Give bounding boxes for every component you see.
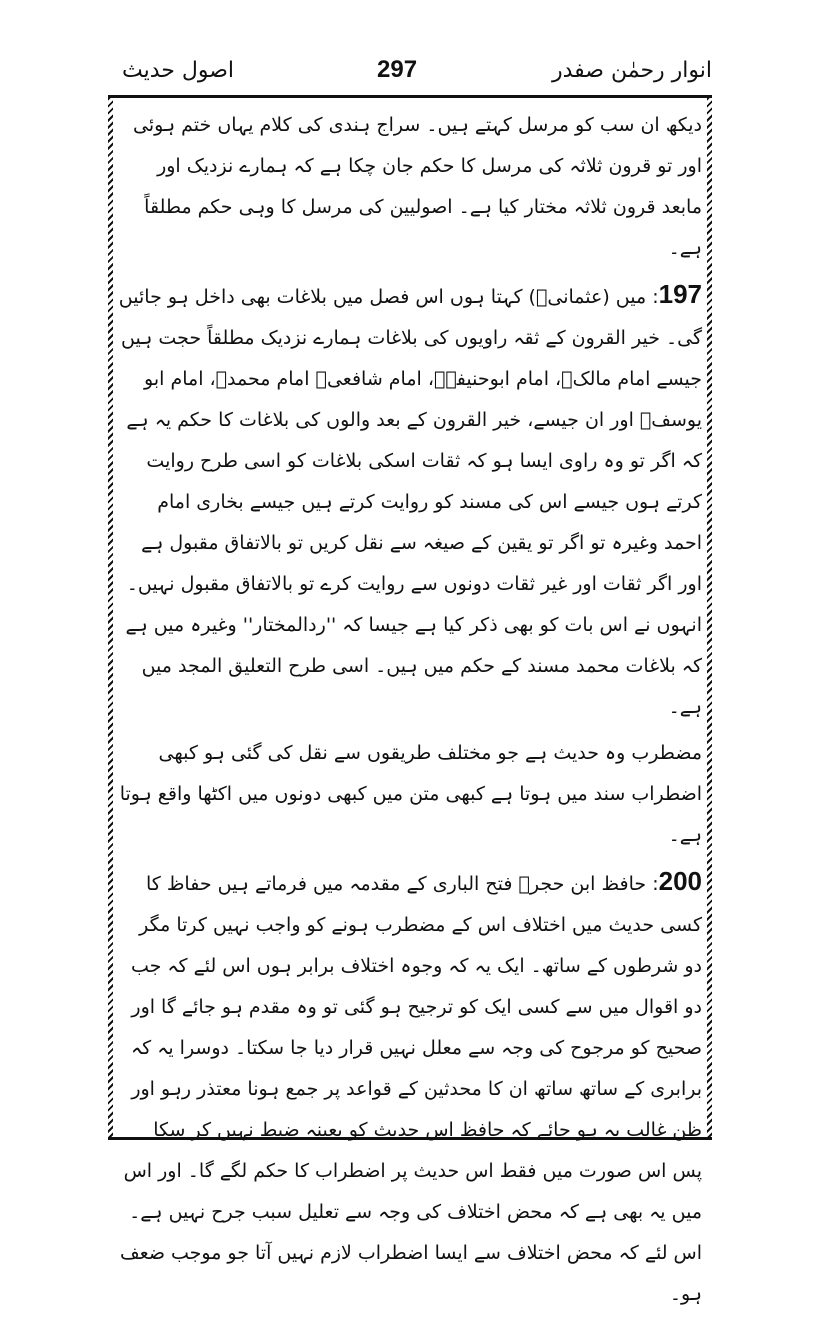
paragraph-number: 197 [658,279,702,309]
paragraph [118,733,702,856]
paragraph [118,861,702,1315]
paragraph [118,274,702,728]
paragraph-text: دیکھ ان سب کو مرسل کہتے ہیں۔ سراج ہندی کی کلام یہاں ختم ہوئی اور تو قرون ثلاثہ کی مرسل کا حکم جان چکا ہے کہ ہمارے نزدیک اور مابعد قرون ثلاثہ مختار کیا ہے۔ اصولیین کی مرسل کا وہی حکم مطلقاً ہے۔ [133,114,702,259]
page-body [118,105,702,1320]
paragraph-text: : میں (عثمانیؒ) کہتا ہوں اس فصل میں بلاغات بھی داخل ہو جائیں گی۔ خیر القرون کے ثقہ راویوں کی بلاغات ہمارے نزدیک مطلقاً حجت ہیں جیسے امام مالکؒ، امام ابوحنیفہؒ، امام شافعیؒ امام محمدؒ، امام ابو یوسفؒ اور ان جیسے، خیر القرون کے بعد والوں کی بلاغات کا حکم یہ ہے کہ اگر تو وہ راوی ایسا ہو کہ ثقات اسکی بلاغات کو اسی طرح روایت کرتے ہوں جیسے اس کی مسند کو روایت کرتے ہیں جیسے بخاری امام احمد وغیرہ تو اگر تو یقین کے صیغہ سے نقل کریں تو بالاتفاق مقبول ہے اور اگر ثقات اور غیر ثقات دونوں سے روایت کرے تو بالاتفاق مقبول نہیں۔ انہوں نے اس بات کو بھی ذکر کیا ہے جیسا کہ ''ردالمختار'' وغیرہ میں ہے کہ بلاغات محمد مسند کے حکم میں ہیں۔ اسی طرح التعلیق المجد میں ہے۔ [118,286,702,718]
paragraph-number: 200 [658,866,702,896]
header-section-title: اصول حدیث [122,58,235,83]
header-book-title: انوار رحمٰن صفدر [552,58,712,83]
page-header [112,52,718,92]
paragraph-text: : حافظ ابن حجرؒ فتح الباری کے مقدمہ میں فرماتے ہیں حفاظ کا کسی حدیث میں اختلاف اس کے مضطرب ہونے کو واجب نہیں کرتا مگر دو شرطوں کے ساتھ۔ ایک یہ کہ وجوہ اختلاف برابر ہوں اس لئے کہ جب دو اقوال میں سے کسی ایک کو ترجیح ہو گئی تو وہ مقدم ہو جائے گا اور صحیح کو مرجوح کی وجہ سے معلل نہیں قرار دیا جا سکتا۔ دوسرا یہ کہ برابری کے ساتھ ساتھ ان کا محدثین کے قواعد پر جمع ہونا معتذر رہو اور ظن غالب یہ ہو جائے کہ حافظ اس حدیث کو بعینہ ضبط نہیں کر سکا پس اس صورت میں فقط اس حدیث پر اضطراب کا حکم لگے گا۔ اور اس میں یہ بھی ہے کہ محض اختلاف کی وجہ سے تعلیل سبب جرح نہیں ہے۔ اس لئے کہ محض اختلاف سے ایسا اضطراب لازم نہیں آتا جو موجب ضعف ہو۔ [119,873,702,1305]
paragraph-text: مضطرب وہ حدیث ہے جو مختلف طریقوں سے نقل کی گئی ہو کبھی اضطراب سند میں ہوتا ہے کبھی متن میں کبھی دونوں میں اکٹھا واقع ہوتا ہے۔ [119,742,702,846]
paragraph [118,105,702,269]
page-number: 297 [377,56,418,83]
